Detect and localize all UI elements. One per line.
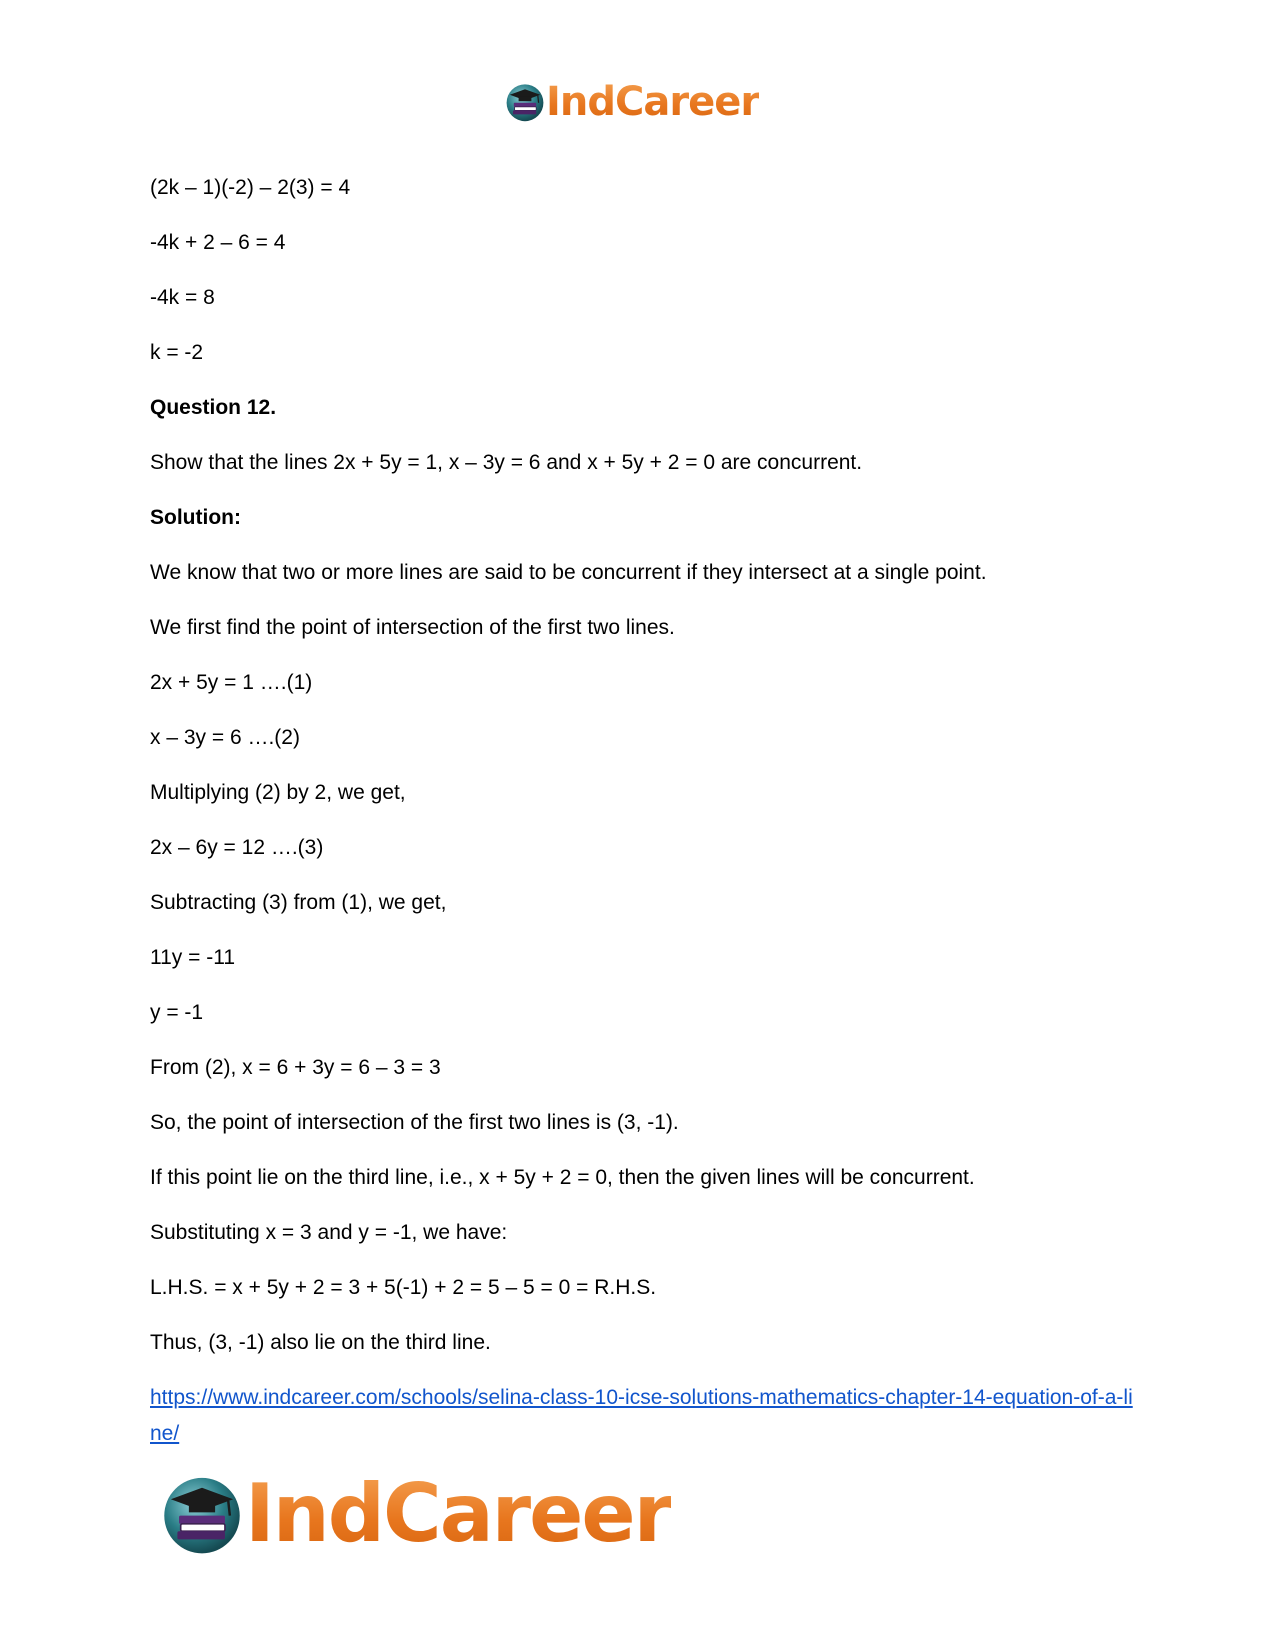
- section-heading: Question 12.: [150, 396, 277, 419]
- text-line: If this point lie on the third line, i.e., x + 5y + 2 = 0, then the given lines will be concurrent.: [150, 1166, 975, 1189]
- text-line: So, the point of intersection of the first two lines is (3, -1).: [150, 1111, 679, 1134]
- footer-logo: [161, 1468, 671, 1560]
- header-logo-text: IndCareer: [546, 79, 760, 125]
- text-line: L.H.S. = x + 5y + 2 = 3 + 5(-1) + 2 = 5 – 5 = 0 = R.H.S.: [150, 1276, 657, 1299]
- text-line: y = -1: [150, 1001, 204, 1024]
- text-line: k = -2: [150, 341, 204, 364]
- book-globe-graduation-cap-icon: [161, 1473, 243, 1555]
- text-line: (2k – 1)(-2) – 2(3) = 4: [150, 176, 351, 199]
- text-line: We know that two or more lines are said to be concurrent if they intersect at a single point.: [150, 561, 987, 584]
- book-globe-graduation-cap-icon: [505, 82, 545, 122]
- text-line: 11y = -11: [150, 946, 236, 969]
- section-heading: Solution:: [150, 506, 241, 529]
- text-line: 2x – 6y = 12 ….(3): [150, 836, 324, 859]
- text-line: Substituting x = 3 and y = -1, we have:: [150, 1221, 508, 1244]
- header-logo: [505, 78, 759, 126]
- text-line: x – 3y = 6 ….(2): [150, 726, 300, 749]
- text-line: -4k = 8: [150, 286, 215, 309]
- text-line: 2x + 5y = 1 ….(1): [150, 671, 313, 694]
- text-line: Thus, (3, -1) also lie on the third line.: [150, 1331, 491, 1354]
- footer-logo-text: IndCareer: [245, 1467, 672, 1560]
- text-line: We first find the point of intersection of the first two lines.: [150, 616, 675, 639]
- text-line: Multiplying (2) by 2, we get,: [150, 781, 406, 804]
- text-line: -4k + 2 – 6 = 4: [150, 231, 286, 254]
- source-link[interactable]: https://www.indcareer.com/schools/selina-class-10-icse-solutions-mathematics-chapter-14-equation-of-a-line/: [150, 1386, 1133, 1445]
- document-body: [150, 174, 1140, 1384]
- text-line: From (2), x = 6 + 3y = 6 – 3 = 3: [150, 1056, 441, 1079]
- text-line: Show that the lines 2x + 5y = 1, x – 3y = 6 and x + 5y + 2 = 0 are concurrent.: [150, 451, 863, 474]
- text-line: Subtracting (3) from (1), we get,: [150, 891, 447, 914]
